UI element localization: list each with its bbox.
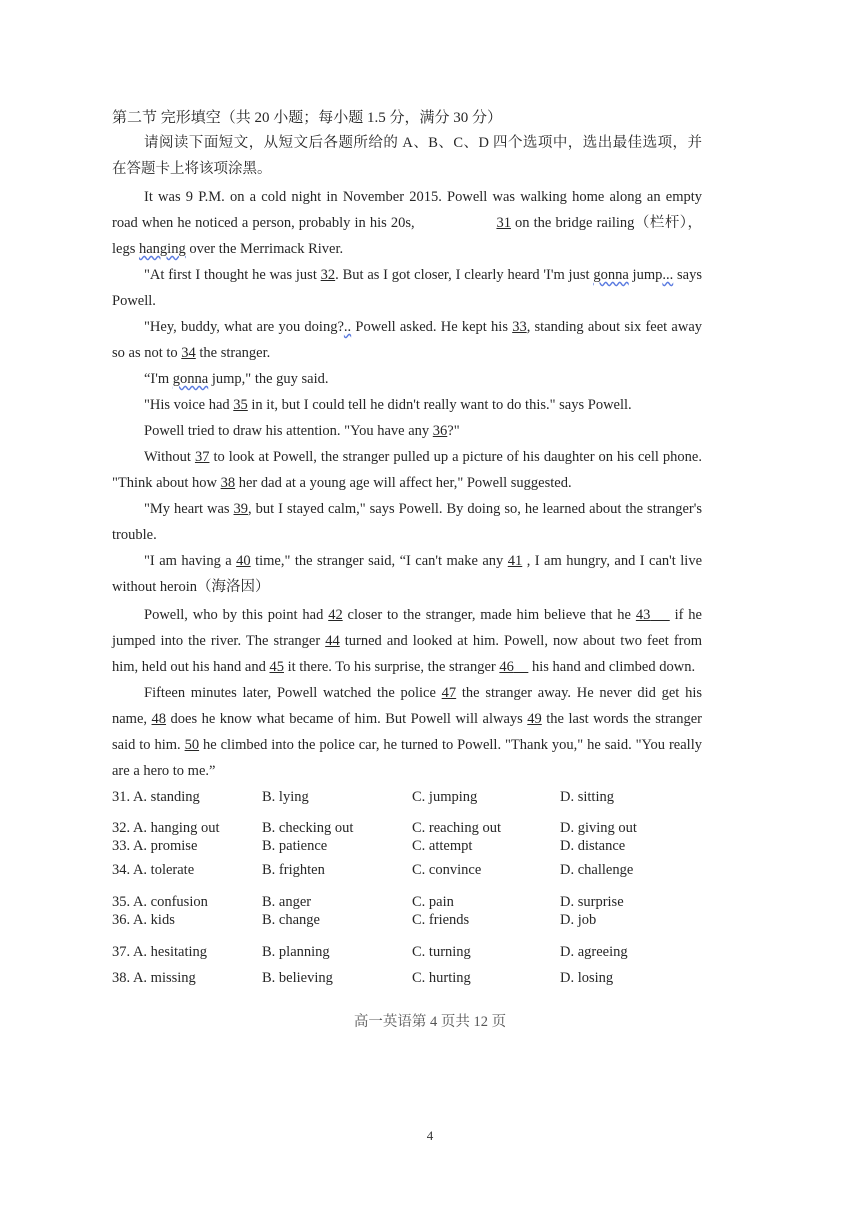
- blank-33: 33: [512, 319, 527, 335]
- option-c: C. attempt: [412, 838, 473, 854]
- passage-paragraph-11: Fifteen minutes later, Powell watched the police 47 the stranger away. He never did get his name, 48 does he know what became of him. But Powell will always 49 the last words the stranger said to him. 50 he climbed into the police car, he turned to Powell. "Thank you," he said. "You really are a hero to me.”: [112, 685, 702, 779]
- blank-40: 40: [236, 553, 251, 569]
- option-c: C. hurting: [412, 970, 471, 986]
- option-row-36: [112, 912, 712, 930]
- blank-43: 43: [635, 607, 651, 623]
- passage-paragraph-8: "My heart was 39, but I stayed calm," says Powell. By doing so, he learned about the stranger's trouble.: [112, 501, 703, 543]
- option-row-32: [112, 820, 712, 838]
- option-row-38: [112, 970, 712, 988]
- passage-paragraph-2: "At first I thought he was just 32. But as I got closer, I clearly heard 'I'm just gonna jump... says Powell.: [112, 267, 702, 309]
- blank-47: 47: [441, 685, 457, 701]
- passage-paragraph-9: "I am having a 40 time," the stranger said, “I can't make any 41 , I am hungry, and I can't live without heroin（海洛因）: [112, 553, 703, 595]
- option-row-33: [112, 838, 712, 856]
- option-b: B. frighten: [262, 862, 325, 878]
- blank-41: 41: [507, 553, 523, 569]
- option-a: 33. A. promise: [112, 838, 198, 854]
- option-row-37: [112, 944, 712, 962]
- option-a: 38. A. missing: [112, 970, 196, 986]
- passage-paragraph-6: Powell tried to draw his attention. "You have any 36?": [144, 423, 460, 439]
- blank-35: 35: [233, 397, 248, 413]
- option-b: B. patience: [262, 838, 328, 854]
- option-b: B. planning: [262, 944, 330, 960]
- option-a: 35. A. confusion: [112, 894, 208, 910]
- option-b: B. checking out: [262, 820, 354, 836]
- blank-39: 39: [233, 501, 249, 517]
- option-row-34: [112, 862, 712, 880]
- option-row-31: [112, 789, 712, 807]
- option-a: 34. A. tolerate: [112, 862, 195, 878]
- blank-37: 37: [194, 449, 210, 465]
- blank-34: 34: [181, 345, 196, 361]
- option-a: 36. A. kids: [112, 912, 175, 928]
- option-row-35: [112, 894, 712, 912]
- passage-paragraph-4: “I'm gonna jump," the guy said.: [144, 371, 329, 387]
- option-b: B. believing: [262, 970, 333, 986]
- blank-36: 36: [432, 423, 448, 439]
- blank-48: 48: [151, 711, 167, 727]
- option-c: C. turning: [412, 944, 471, 960]
- option-b: B. lying: [262, 789, 309, 805]
- option-c: C. convince: [412, 862, 482, 878]
- page-number: 4: [426, 1128, 434, 1143]
- blank-50: 50: [184, 737, 200, 753]
- passage-paragraph-7: Without 37 to look at Powell, the stranger pulled up a picture of his daughter on his cell phone. "Think about how 38 her dad at a young age will affect her," Powell suggested.: [112, 449, 702, 491]
- option-c: C. pain: [412, 894, 454, 910]
- page-footer: 高一英语第 4 页共 12 页: [353, 1014, 507, 1030]
- blank-42: 42: [328, 607, 343, 623]
- option-c: C. reaching out: [412, 820, 501, 836]
- option-d: D. distance: [560, 838, 626, 854]
- option-c: C. jumping: [412, 789, 478, 805]
- blank-32: 32: [320, 267, 336, 283]
- option-d: D. losing: [560, 970, 614, 986]
- passage-paragraph-10: Powell, who by this point had 42 closer to the stranger, made him believe that he 43 if he jumped into the river. The stranger 44 turned and looked at him. Powell, now about two feet from him, held out his hand and 45 it there. To his surprise, the stranger 46 his hand and climbed down.: [112, 607, 703, 675]
- option-c: C. friends: [412, 912, 470, 928]
- blank-49: 49: [527, 711, 542, 727]
- blank-46: 46: [499, 659, 514, 675]
- passage-paragraph-5: "His voice had 35 in it, but I could tell he didn't really want to do this." says Powell.: [144, 397, 632, 413]
- option-d: D. giving out: [560, 820, 637, 836]
- option-b: B. change: [262, 912, 320, 928]
- option-a: 31. A. standing: [112, 789, 200, 805]
- blank-45: 45: [269, 659, 284, 675]
- option-d: D. challenge: [560, 862, 634, 878]
- option-d: D. agreeing: [560, 944, 628, 960]
- option-d: D. sitting: [560, 789, 614, 805]
- option-d: D. job: [560, 912, 597, 928]
- option-a: 32. A. hanging out: [112, 820, 220, 836]
- option-b: B. anger: [262, 894, 312, 910]
- instruction: 请阅读下面短文，从短文后各题所给的 A、B、C、D 四个选项中，选出最佳选项，并 在答题卡上将该项涂黑。: [112, 135, 702, 177]
- blank-44: 44: [325, 633, 340, 649]
- blank-31: 31: [496, 215, 511, 231]
- blank-38: 38: [220, 475, 236, 491]
- passage-paragraph-1: It was 9 P.M. on a cold night in November 2015. Powell was walking home along an empty road when he noticed a person, probably in his 20s, 31 on the bridge railing（栏杆），legs hanging over the Merrimack River.: [112, 189, 703, 257]
- passage-paragraph-3: "Hey, buddy, what are you doing?.. Powell asked. He kept his 33, standing about six feet away so as not to 34 the stranger.: [112, 319, 703, 361]
- option-a: 37. A. hesitating: [112, 944, 208, 960]
- section-title: 第二节 完形填空（共 20 小题；每小题 1.5 分，满分 30 分）: [112, 110, 503, 126]
- option-d: D. surprise: [560, 894, 624, 910]
